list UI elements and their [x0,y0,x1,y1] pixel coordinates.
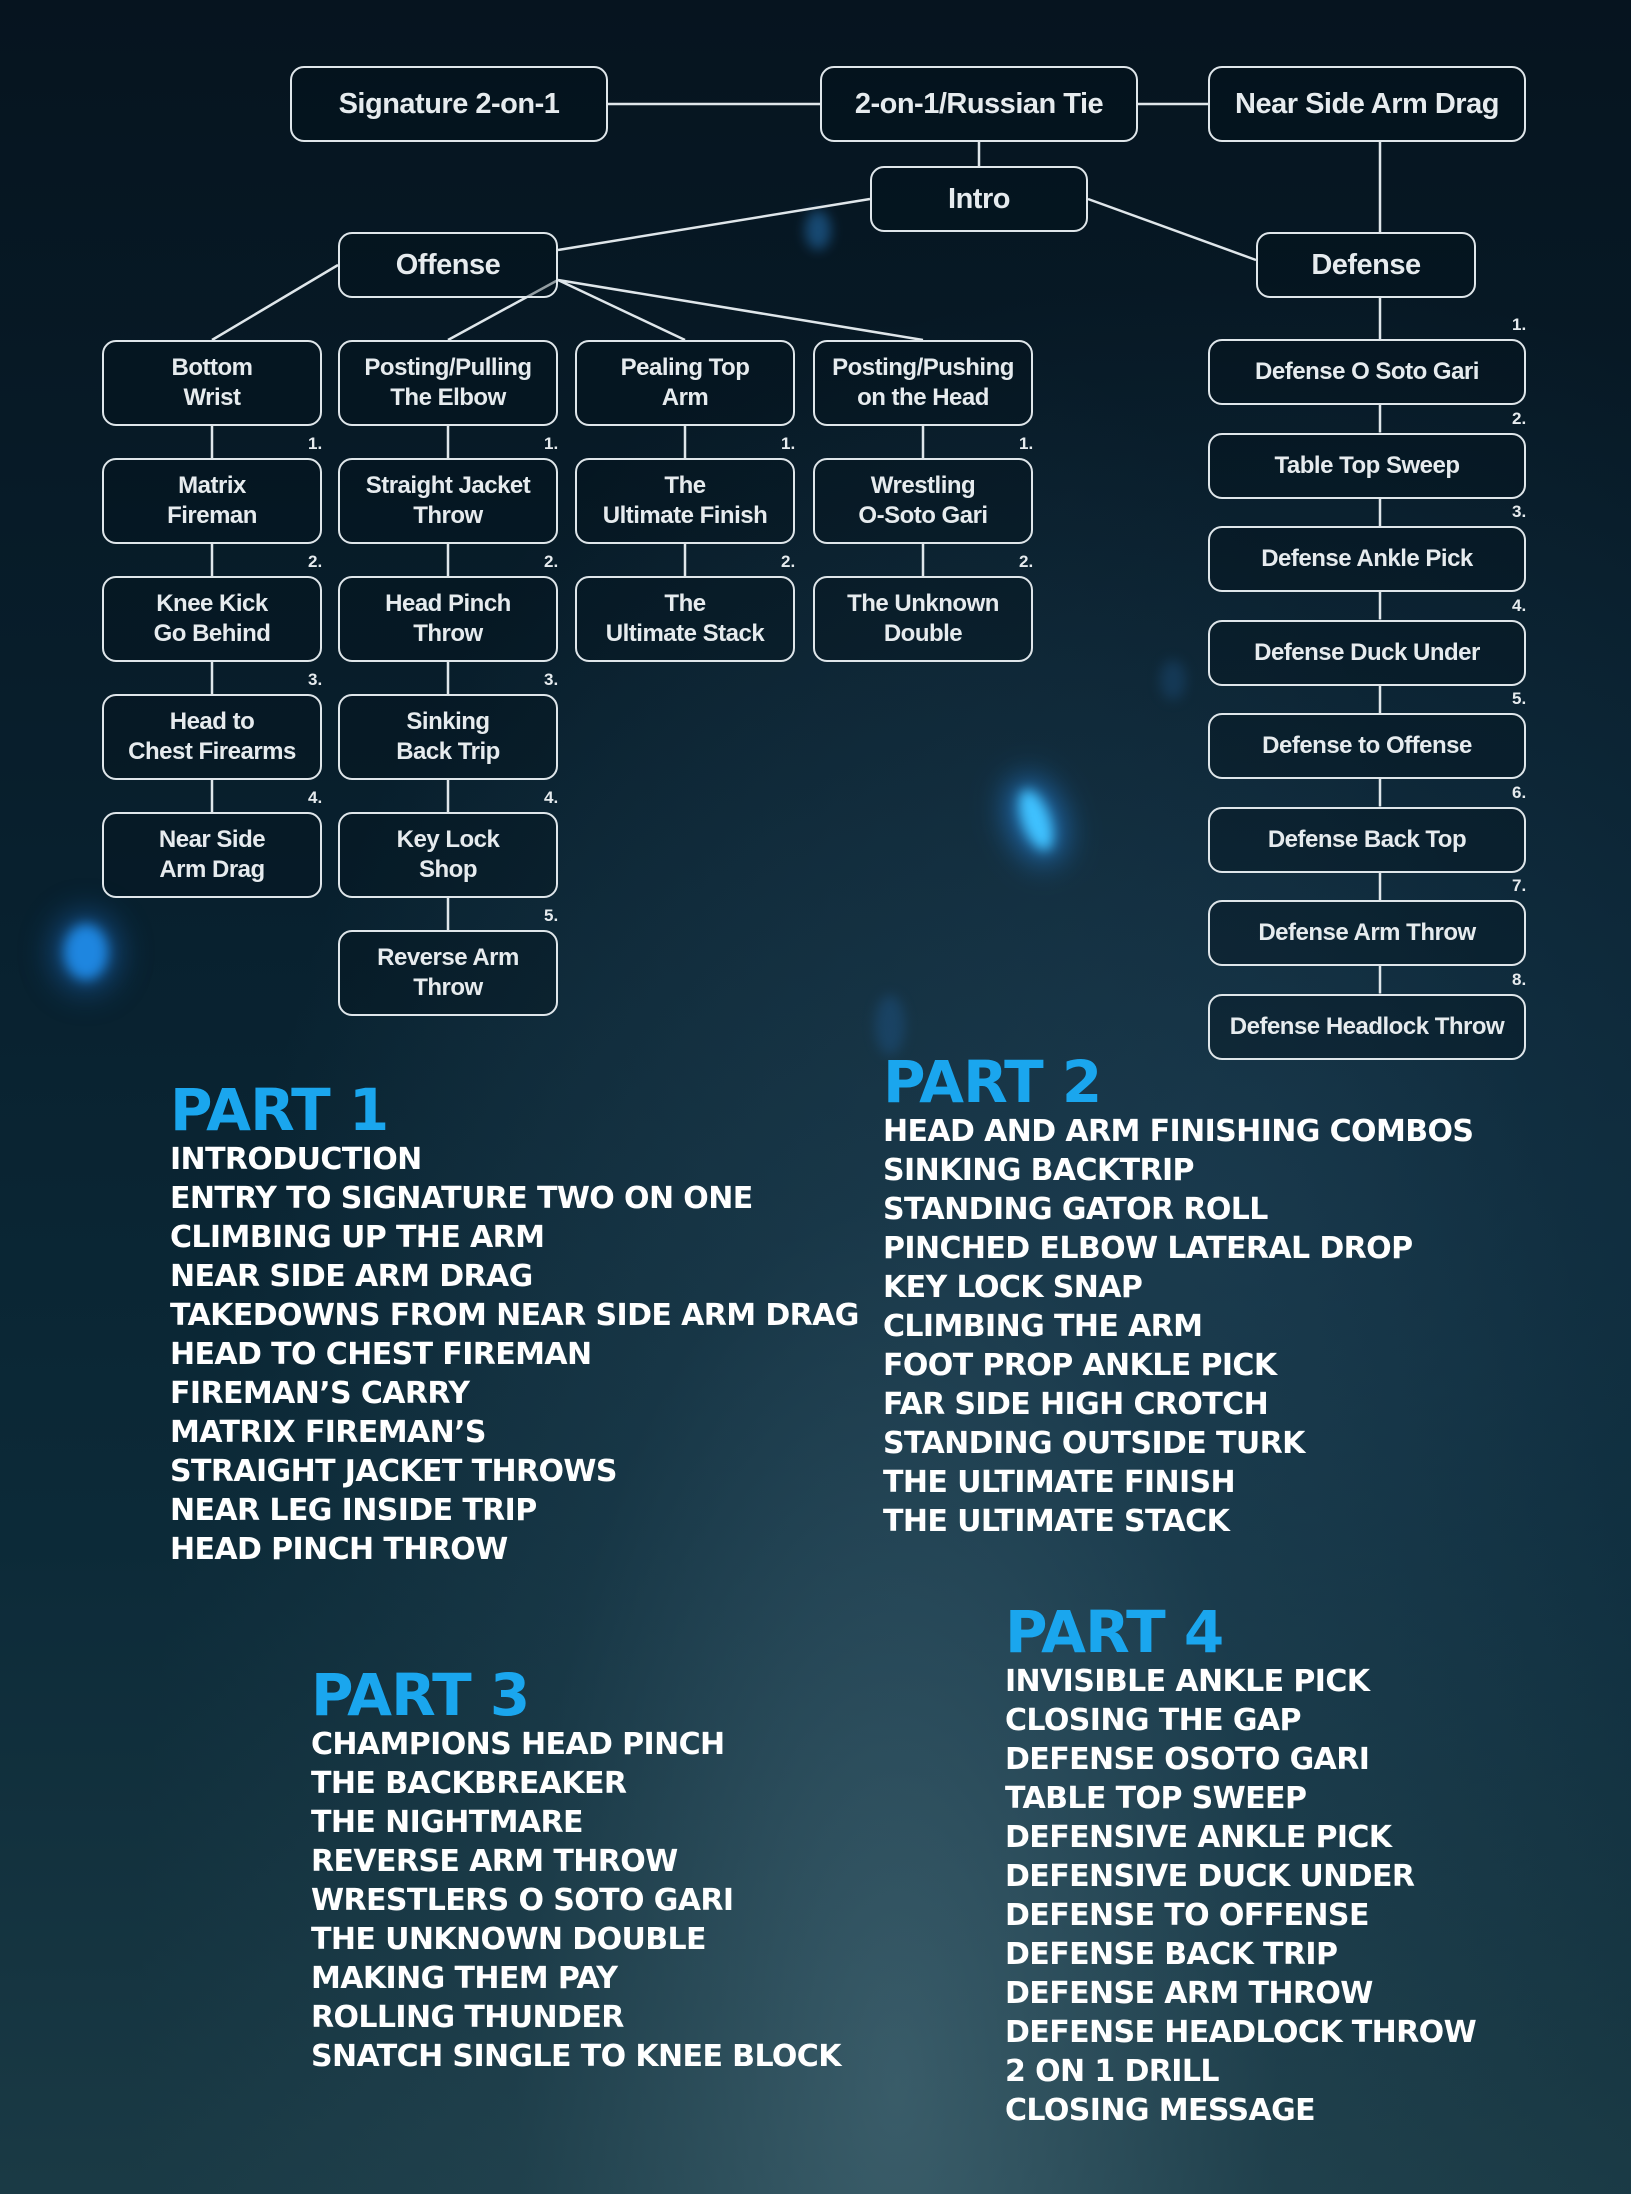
part-4-title: PART 4 [1005,1598,1224,1666]
step-number: 3. [1512,502,1527,521]
offense-technique: Reverse Arm Throw [338,930,558,1016]
step-number: 5. [544,906,559,925]
lesson-item: HEAD PINCH THROW [170,1532,508,1567]
lesson-item: CLOSING MESSAGE [1005,2093,1316,2128]
lesson-item: WRESTLERS O SOTO GARI [311,1883,734,1918]
step-number: 2. [1019,552,1034,571]
offense-technique: Head to Chest Firearms [102,694,322,780]
offense-category-2: Posting/Pulling The Elbow [338,340,558,426]
lesson-item: FAR SIDE HIGH CROTCH [883,1387,1269,1422]
lesson-item: HEAD TO CHEST FIREMAN [170,1337,592,1372]
offense-technique: Key Lock Shop [338,812,558,898]
lesson-item: NEAR SIDE ARM DRAG [170,1259,533,1294]
offense-technique: The Ultimate Stack [575,576,795,662]
part-4-list [1005,1662,1476,2130]
lesson-item: CLIMBING UP THE ARM [170,1220,545,1255]
lesson-item: ENTRY TO SIGNATURE TWO ON ONE [170,1181,753,1216]
lesson-item: SINKING BACKTRIP [883,1153,1194,1188]
defense-technique: Defense Back Top [1208,807,1526,873]
lesson-item: HEAD AND ARM FINISHING COMBOS [883,1114,1474,1149]
part-2-list [883,1112,1473,1541]
lesson-item: THE BACKBREAKER [311,1766,627,1801]
defense-node: Defense [1256,232,1476,298]
defense-technique: Defense Duck Under [1208,620,1526,686]
offense-category-4: Posting/Pushing on the Head [813,340,1033,426]
defense-technique: Defense Headlock Throw [1208,994,1526,1060]
step-number: 2. [544,552,559,571]
lesson-item: DEFENSE OSOTO GARI [1005,1742,1370,1777]
step-number: 8. [1512,969,1527,989]
lesson-item: ROLLING THUNDER [311,2000,624,2035]
part-2-title: PART 2 [883,1048,1102,1116]
connector-line [558,199,870,250]
offense-category-1: Bottom Wrist [102,340,322,426]
part-3 [311,1661,841,2076]
step-number: 1. [1019,434,1034,453]
lesson-item: THE ULTIMATE FINISH [883,1465,1236,1500]
offense-technique: Matrix Fireman [102,458,322,544]
lesson-item: THE UNKNOWN DOUBLE [311,1922,706,1957]
lesson-item: TABLE TOP SWEEP [1005,1781,1307,1816]
connector-line [212,265,338,340]
step-number: 1. [544,434,559,453]
offense-technique: Knee Kick Go Behind [102,576,322,662]
lesson-item: FIREMAN’S CARRY [170,1376,470,1411]
part-4 [1005,1598,1477,2130]
lesson-item: STANDING GATOR ROLL [883,1192,1268,1227]
top-node: 2-on-1/Russian Tie [820,66,1138,142]
step-number: 1. [1512,315,1527,334]
lesson-item: REVERSE ARM THROW [311,1844,678,1879]
step-number: 7. [1512,876,1527,895]
part-1-title: PART 1 [170,1076,389,1144]
offense-technique: The Unknown Double [813,576,1033,662]
offense-technique: Wrestling O-Soto Gari [813,458,1033,544]
step-number: 2. [781,552,796,571]
step-number: 4. [308,788,323,807]
part-3-list [311,1725,841,2076]
lesson-item: DEFENSE ARM THROW [1005,1976,1373,2011]
lesson-item: CHAMPIONS HEAD PINCH [311,1727,725,1762]
top-node: Signature 2-on-1 [290,66,608,142]
lesson-item: STRAIGHT JACKET THROWS [170,1454,617,1489]
lesson-item: DEFENSE HEADLOCK THROW [1005,2015,1477,2050]
lesson-item: CLIMBING THE ARM [883,1309,1203,1344]
lesson-item: NEAR LEG INSIDE TRIP [170,1493,537,1528]
lesson-item: DEFENSE BACK TRIP [1005,1937,1338,1972]
defense-technique: Defense Ankle Pick [1208,526,1526,592]
lesson-item: 2 ON 1 DRILL [1005,2054,1219,2089]
part-1 [170,1076,859,1569]
offense-technique: Sinking Back Trip [338,694,558,780]
part-2 [883,1048,1474,1541]
offense-technique: Straight Jacket Throw [338,458,558,544]
offense-node: Offense [338,232,558,298]
offense-technique: Near Side Arm Drag [102,812,322,898]
step-number: 4. [544,788,559,807]
intro-node: Intro [870,166,1088,232]
lesson-item: FOOT PROP ANKLE PICK [883,1348,1277,1383]
step-number: 4. [1512,595,1527,615]
lesson-item: STANDING OUTSIDE TURK [883,1426,1305,1461]
lesson-item: MATRIX FIREMAN’S [170,1415,486,1450]
step-number: 1. [308,434,323,453]
defense-technique: Defense to Offense [1208,713,1526,779]
lesson-item: SNATCH SINGLE TO KNEE BLOCK [311,2039,841,2074]
lesson-item: INTRODUCTION [170,1142,422,1177]
defense-technique: Defense O Soto Gari [1208,339,1526,405]
defense-technique: Table Top Sweep [1208,433,1526,499]
step-number: 2. [308,552,323,571]
connector-line [558,280,685,340]
offense-technique: Head Pinch Throw [338,576,558,662]
lesson-item: TAKEDOWNS FROM NEAR SIDE ARM DRAG [170,1298,859,1333]
part-3-title: PART 3 [311,1661,530,1729]
step-number: 3. [308,670,323,689]
lesson-item: DEFENSE TO OFFENSE [1005,1898,1369,1933]
connector-line [558,280,923,340]
lesson-item: KEY LOCK SNAP [883,1270,1143,1305]
lesson-item: DEFENSIVE DUCK UNDER [1005,1859,1415,1894]
lesson-item: DEFENSIVE ANKLE PICK [1005,1820,1392,1855]
defense-technique: Defense Arm Throw [1208,900,1526,966]
step-number: 6. [1512,782,1527,802]
offense-technique: The Ultimate Finish [575,458,795,544]
step-number: 1. [781,434,796,453]
lesson-item: CLOSING THE GAP [1005,1703,1301,1738]
step-number: 2. [1512,408,1527,428]
lesson-item: INVISIBLE ANKLE PICK [1005,1664,1370,1699]
lesson-item: PINCHED ELBOW LATERAL DROP [883,1231,1413,1266]
lesson-item: MAKING THEM PAY [311,1961,618,1996]
connector-line [1088,199,1256,260]
step-number: 5. [1512,689,1527,708]
step-number: 3. [544,670,559,689]
lesson-item: THE ULTIMATE STACK [883,1504,1230,1539]
top-node: Near Side Arm Drag [1208,66,1526,142]
offense-category-3: Pealing Top Arm [575,340,795,426]
lesson-item: THE NIGHTMARE [311,1805,583,1840]
part-1-list [170,1140,859,1569]
